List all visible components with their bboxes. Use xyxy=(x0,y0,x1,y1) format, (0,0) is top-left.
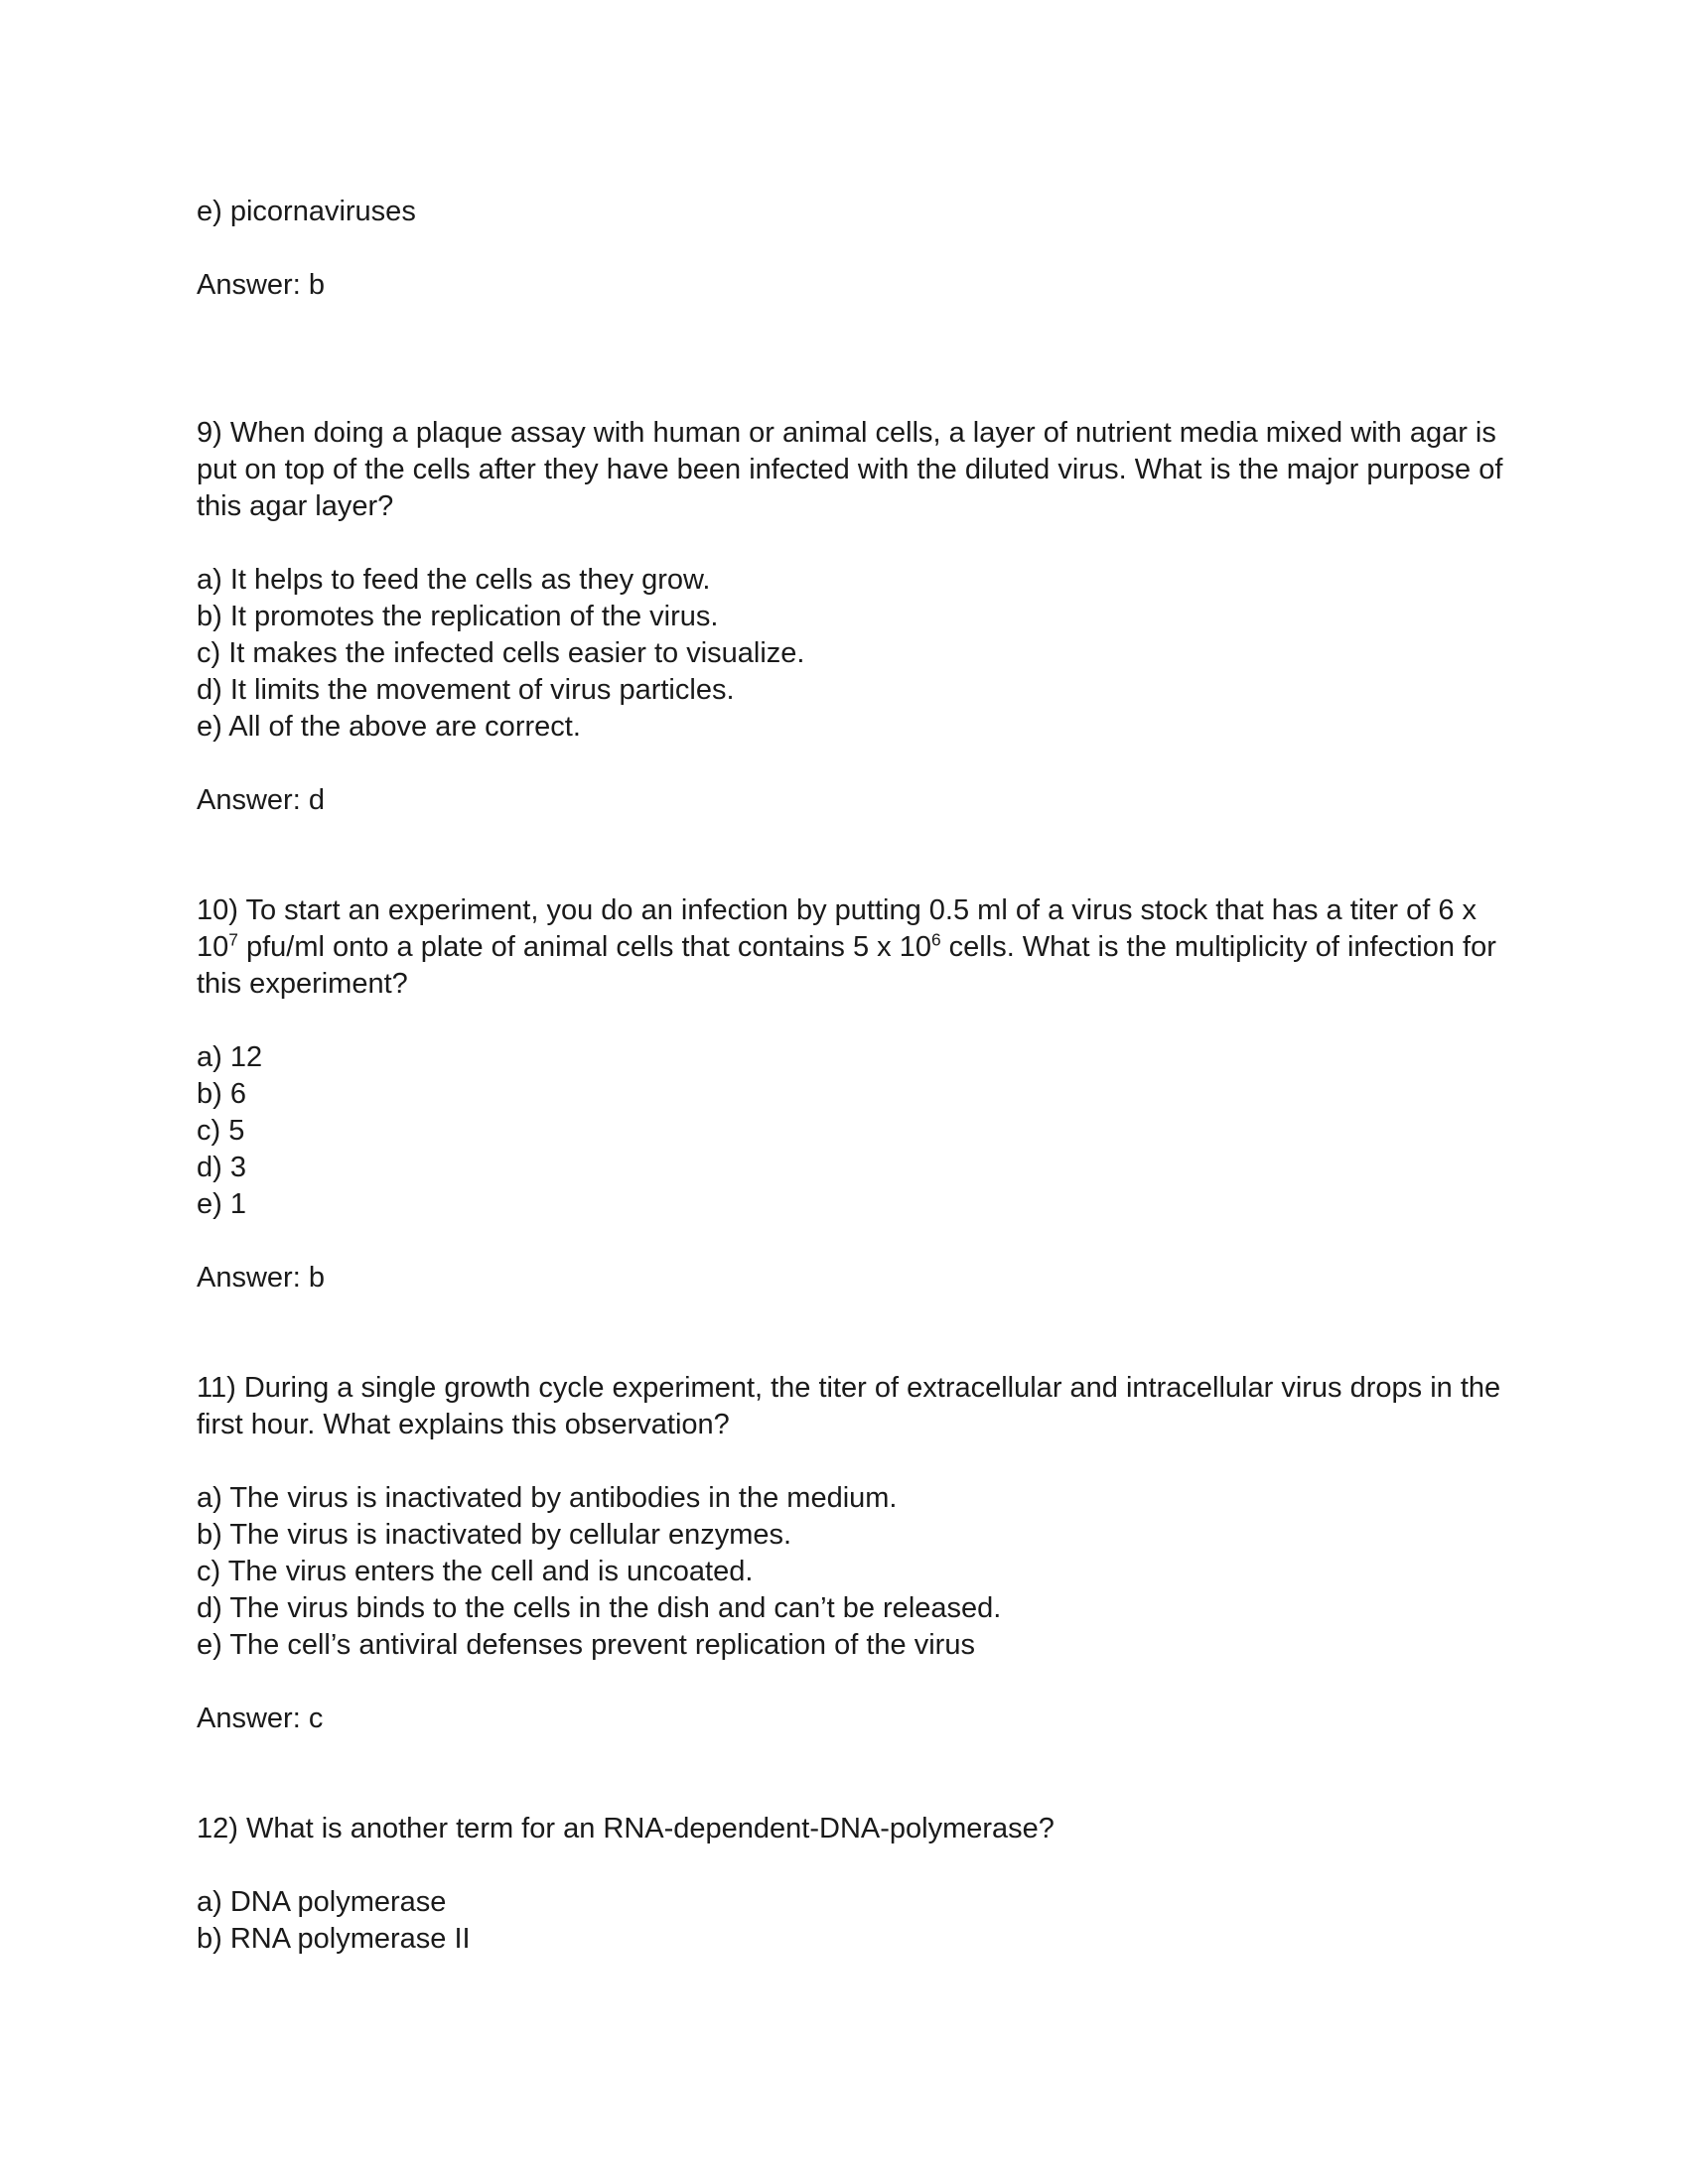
question-10-answer: Answer: b xyxy=(197,1262,325,1294)
question-11-text-line: first hour. What explains this observation? xyxy=(197,1409,730,1440)
question-11 xyxy=(197,1370,1501,1737)
document-page xyxy=(197,194,1503,1958)
option-e-previous: e) picornaviruses xyxy=(197,196,416,227)
q10-text-mid: pfu/ml onto a plate of animal cells that contains 5 x 10 xyxy=(237,931,931,963)
question-10-text-line xyxy=(197,929,1497,966)
question-9-option-a: a) It helps to feed the cells as they grow. xyxy=(197,564,711,596)
question-9-text-line: put on top of the cells after they have been infected with the diluted virus. What is the major purpose of xyxy=(197,454,1503,485)
question-10 xyxy=(197,892,1497,1297)
question-9-option-c: c) It makes the infected cells easier to visualize. xyxy=(197,637,805,669)
question-9-option-e: e) All of the above are correct. xyxy=(197,711,581,743)
question-10-text-line: this experiment? xyxy=(197,968,408,1000)
question-10-option-b: b) 6 xyxy=(197,1078,246,1110)
question-9-answer: Answer: d xyxy=(197,784,325,816)
question-10-option-a: a) 12 xyxy=(197,1041,263,1073)
question-11-answer: Answer: c xyxy=(197,1703,324,1734)
question-9-text-line: 9) When doing a plaque assay with human or animal cells, a layer of nutrient media mixed with agar is xyxy=(197,417,1496,449)
q10-exponent-6: 6 xyxy=(930,929,941,950)
question-11-option-d: d) The virus binds to the cells in the dish and can’t be released. xyxy=(197,1592,1002,1624)
question-11-option-c: c) The virus enters the cell and is uncoated. xyxy=(197,1556,754,1587)
question-11-text-line: 11) During a single growth cycle experiment, the titer of extracellular and intracellular virus drops in the xyxy=(197,1372,1501,1404)
question-12-option-a: a) DNA polymerase xyxy=(197,1886,447,1918)
question-11-option-b: b) The virus is inactivated by cellular enzymes. xyxy=(197,1519,792,1551)
question-10-option-c: c) 5 xyxy=(197,1115,245,1147)
question-12 xyxy=(197,1811,1497,1958)
question-10-option-e: e) 1 xyxy=(197,1188,246,1220)
question-10-text-line: 10) To start an experiment, you do an infection by putting 0.5 ml of a virus stock that has a titer of 6 x xyxy=(197,894,1477,926)
question-9-text-line: this agar layer? xyxy=(197,490,394,522)
question-10-option-d: d) 3 xyxy=(197,1152,246,1183)
answer-previous: Answer: b xyxy=(197,269,325,301)
question-9-option-d: d) It limits the movement of virus particles. xyxy=(197,674,735,706)
question-9-option-b: b) It promotes the replication of the virus. xyxy=(197,601,719,632)
question-11-option-a: a) The virus is inactivated by antibodies in the medium. xyxy=(197,1482,898,1514)
question-12-option-b: b) RNA polymerase II xyxy=(197,1923,471,1955)
q10-exponent-7: 7 xyxy=(228,929,238,950)
question-12-text-line: 12) What is another term for an RNA-dependent-DNA-polymerase? xyxy=(197,1813,1055,1844)
question-11-option-e: e) The cell’s antiviral defenses prevent replication of the virus xyxy=(197,1629,975,1661)
question-9 xyxy=(197,415,1503,819)
q10-base-ten: 10 xyxy=(197,931,229,963)
q10-text-end: cells. What is the multiplicity of infection for xyxy=(940,931,1496,963)
